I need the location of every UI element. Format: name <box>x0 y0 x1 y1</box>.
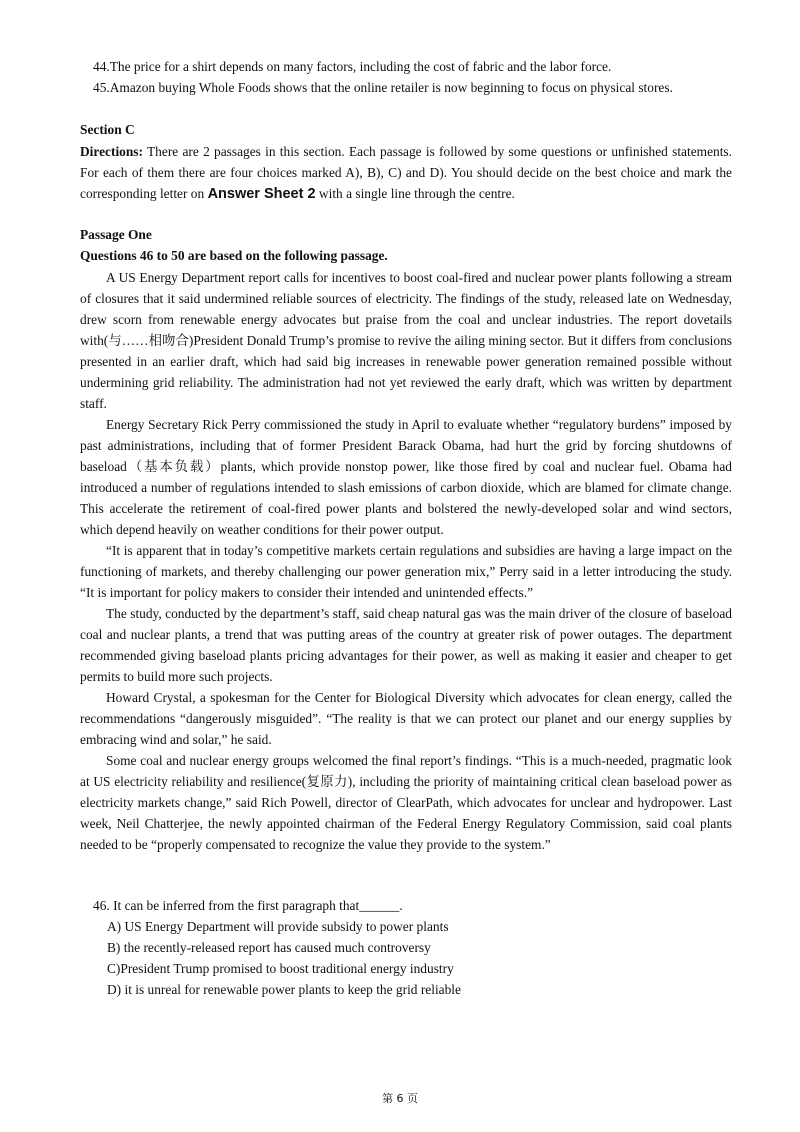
directions-block <box>80 141 732 205</box>
passage-paragraph: The study, conducted by the department’s staff, said cheap natural gas was the main driver of the closure of baseload coal and nuclear plants, a trend that was putting areas of the country at greater risk of power outages. The department recommended giving baseload plants pricing advantages for their power, as well as making it easier and cheaper to get permits to build more such projects. <box>80 606 732 684</box>
question-stem: 46. It can be inferred from the first paragraph that______. <box>93 898 403 913</box>
passage-paragraph: “It is apparent that in today’s competitive markets certain regulations and subsidies are having a large impact on the functioning of markets, and thereby challenging our power generation mix,” Perry said in a letter introducing the study. “It is important for policy makers to consider their intended and unintended effects.” <box>80 543 732 600</box>
question-option-b: B) the recently-released report has caused much controversy <box>107 940 431 955</box>
passage-body <box>80 267 732 855</box>
directions-label: Directions: <box>80 144 143 159</box>
directions-text: There are 2 passages in this section. Each passage is followed by some questions or unfinished statements. For each of them there are four choices marked A), B), C) and D). You should decide on the best choice and mark the corresponding letter on <box>80 144 732 201</box>
passage-subtitle: Questions 46 to 50 are based on the following passage. <box>80 248 388 263</box>
question-option-c: C)President Trump promised to boost traditional energy industry <box>107 961 454 976</box>
passage-paragraph: Some coal and nuclear energy groups welcomed the final report’s findings. “This is a much-needed, pragmatic look at US electricity reliability and resilience(复原力), including the priority of maintaining critical clean baseload power as electricity markets change,” said Rich Powell, director of ClearPath, which advocates for unclear and hydropower. Last week, Neil Chatterjee, the newly appointed chairman of the Federal Energy Regulatory Commission, said coal plants needed to be “properly compensated to recognize the value they provide to the system.” <box>80 753 732 852</box>
answer-sheet-label: Answer Sheet 2 <box>207 186 316 202</box>
passage-paragraph: Howard Crystal, a spokesman for the Center for Biological Diversity which advocates for clean energy, called the recommendations “dangerously misguided”. “The reality is that we can protect our planet and our energy supplies by embracing wind and solar,” he said. <box>80 690 732 747</box>
question-option-d: D) it is unreal for renewable power plants to keep the grid reliable <box>107 982 461 997</box>
section-heading: Section C <box>80 122 135 137</box>
directions-tail: with a single line through the centre. <box>318 186 515 201</box>
item-44: 44.The price for a shirt depends on many factors, including the cost of fabric and the labor force. <box>93 59 612 74</box>
question-option-a: A) US Energy Department will provide subsidy to power plants <box>107 919 449 934</box>
passage-paragraph: A US Energy Department report calls for incentives to boost coal-fired and nuclear power plants following a stream of closures that it said undermined reliable sources of electricity. The findings of the study, released late on Wednesday, drew scorn from renewable energy advocates but praise from the coal and unclear industries. The report dovetails with(与……相吻合)President Donald Trump’s promise to revive the ailing mining sector. But it differs from conclusions presented in an earlier draft, which had said big increases in renewable power generation remained possible without undermining grid reliability. The administration had not yet reviewed the early draft, which was written by department staff. <box>80 270 732 411</box>
passage-paragraph: Energy Secretary Rick Perry commissioned the study in April to evaluate whether “regulatory burdens” imposed by past administrations, including that of former President Barack Obama, had hurt the grid by forcing shutdowns of baseload（基本负载）plants, which provide nonstop power, like those fired by coal and nuclear fuel. Obama had introduced a number of regulations intended to slash emissions of carbon dioxide, which are blamed for climate change. This accelerate the retirement of coal-fired power plants and bolstered the newly-developed solar and wind sectors, which depend heavily on weather conditions for their power output. <box>80 417 732 537</box>
page-number: 第 6 页 <box>382 1092 418 1105</box>
item-45: 45.Amazon buying Whole Foods shows that the online retailer is now beginning to focus on physical stores. <box>93 80 673 95</box>
passage-title: Passage One <box>80 227 152 242</box>
